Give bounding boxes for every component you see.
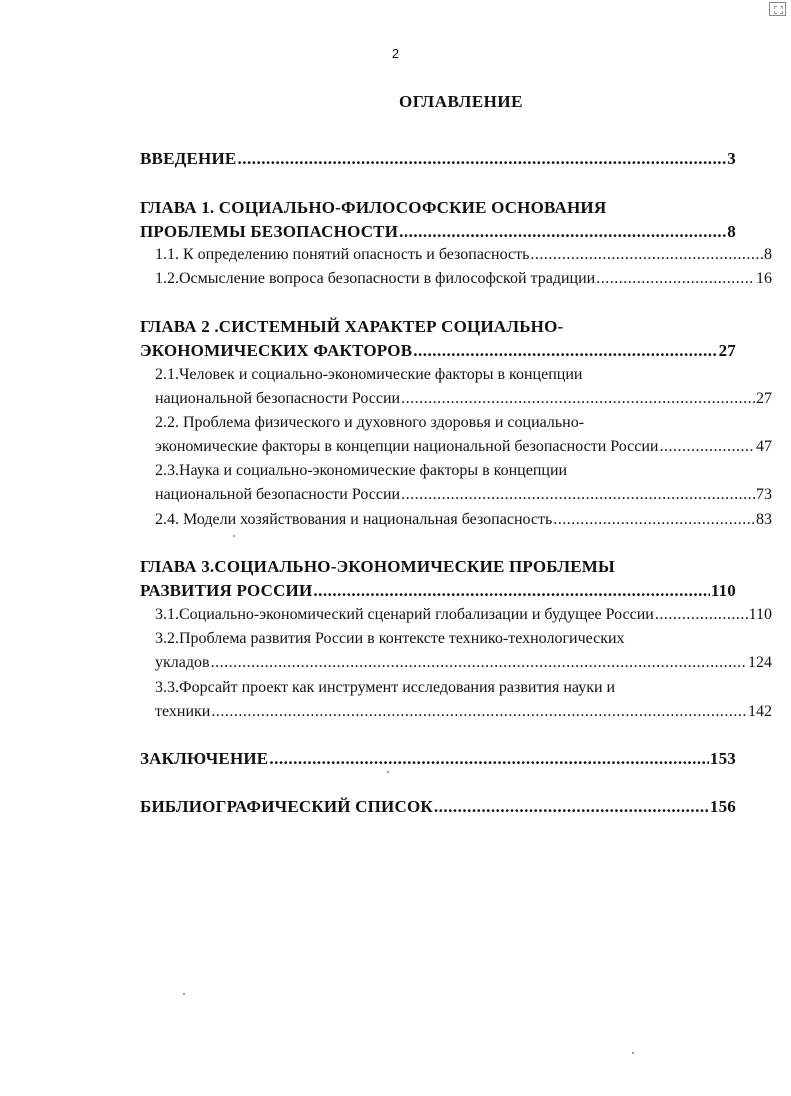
toc-page-number: 3 xyxy=(727,149,736,168)
toc-chapter2-title-line1: ГЛАВА 2 .СИСТЕМНЫЙ ХАРАКТЕР СОЦИАЛЬНО- xyxy=(140,317,564,336)
toc-entry-intro[interactable] xyxy=(140,148,736,170)
toc-entry-text: ЗАКЛЮЧЕНИЕ xyxy=(140,749,269,768)
dot-leader xyxy=(401,484,755,506)
toc-page-number: 8 xyxy=(727,222,736,241)
toc-page-number: 156 xyxy=(709,797,736,816)
toc-section-2-2-line1: 2.2. Проблема физического и духовного здоровья и социально- xyxy=(155,414,585,431)
toc-entry-section-3-3[interactable] xyxy=(155,701,772,723)
dot-leader xyxy=(655,604,748,626)
toc-entry-text: БИБЛИОГРАФИЧЕСКИЙ СПИСОК xyxy=(140,797,433,816)
dot-leader xyxy=(211,652,747,674)
toc-section-2-1-line1: 2.1.Человек и социально-экономические факторы в концепции xyxy=(155,366,583,383)
toc-page-number: 83 xyxy=(756,511,772,528)
toc-page-number: 27 xyxy=(718,341,736,360)
toc-entry-section-1-2[interactable] xyxy=(155,268,772,290)
toc-entry-text: 1.2.Осмысление вопроса безопасности в философской традиции xyxy=(155,270,596,287)
toc-entry-text: ЭКОНОМИЧЕСКИХ ФАКТОРОВ xyxy=(140,341,413,360)
toc-section-3-3-line1: 3.3.Форсайт проект как инструмент исследования развития науки и xyxy=(155,679,616,696)
toc-entry-section-2-1[interactable] xyxy=(155,388,772,410)
scan-speck xyxy=(233,535,235,537)
toc-entry-text: 2.4. Модели хозяйствования и национальная безопасность xyxy=(155,511,553,528)
toc-title: ОГЛАВЛЕНИЕ xyxy=(399,92,523,111)
toc-entry-section-2-2[interactable] xyxy=(155,436,772,458)
toc-entry-section-3-1[interactable] xyxy=(155,604,772,626)
dot-leader xyxy=(659,436,755,458)
dot-leader xyxy=(596,268,755,290)
scan-speck xyxy=(387,771,389,773)
dot-leader xyxy=(237,148,726,170)
toc-page-number: 110 xyxy=(710,581,736,600)
scan-corner-mark xyxy=(769,2,786,16)
toc-entry-bibliography[interactable] xyxy=(140,796,736,818)
toc-page-number: 16 xyxy=(756,270,772,287)
toc-entry-section-2-4[interactable] xyxy=(155,509,772,531)
toc-chapter3-title-line1: ГЛАВА 3.СОЦИАЛЬНО-ЭКОНОМИЧЕСКИЕ ПРОБЛЕМЫ xyxy=(140,557,615,576)
toc-entry-text: национальной безопасности России xyxy=(155,486,401,503)
toc-section-3-2-line1: 3.2.Проблема развития России в контексте технико-технологических xyxy=(155,630,625,647)
toc-entry-text: экономические факторы в концепции национальной безопасности России xyxy=(155,438,659,455)
dot-leader xyxy=(553,509,755,531)
toc-entry-text: ВВЕДЕНИЕ xyxy=(140,149,237,168)
toc-entry-text: РАЗВИТИЯ РОССИИ xyxy=(140,581,313,600)
dot-leader xyxy=(313,580,709,602)
toc-chapter1-title-line1: ГЛАВА 1. СОЦИАЛЬНО-ФИЛОСОФСКИЕ ОСНОВАНИЯ xyxy=(140,198,607,217)
dot-leader xyxy=(401,388,755,410)
toc-page-number: 153 xyxy=(709,749,736,768)
toc-section-2-3-line1: 2.3.Наука и социально-экономические факторы в концепции xyxy=(155,462,568,479)
toc-page-number: 124 xyxy=(748,654,772,671)
page-number: 2 xyxy=(391,46,400,61)
dot-leader xyxy=(530,244,763,266)
toc-page-number: 27 xyxy=(756,390,772,407)
toc-entry-section-2-3[interactable] xyxy=(155,484,772,506)
toc-entry-text: техники xyxy=(155,703,211,720)
toc-page-number: 47 xyxy=(756,438,772,455)
toc-page-number: 142 xyxy=(748,703,772,720)
toc-entry-section-1-1[interactable] xyxy=(155,244,772,266)
scan-speck xyxy=(183,993,185,995)
dot-leader xyxy=(211,701,747,723)
toc-page-number: 73 xyxy=(756,486,772,503)
toc-page-number: 8 xyxy=(764,246,772,263)
dot-leader xyxy=(413,340,717,362)
toc-entry-text: национальной безопасности России xyxy=(155,390,401,407)
toc-entry-text: 3.1.Социально-экономический сценарий глобализации и будущее России xyxy=(155,606,654,623)
dot-leader xyxy=(434,796,709,818)
toc-page-number: 110 xyxy=(748,606,772,623)
toc-entry-conclusion[interactable] xyxy=(140,748,736,770)
toc-entry-text: укладов xyxy=(155,654,210,671)
toc-entry-section-3-2[interactable] xyxy=(155,652,772,674)
dot-leader xyxy=(269,748,709,770)
dot-leader xyxy=(399,221,726,243)
scan-speck xyxy=(632,1052,634,1054)
toc-entry-text: 1.1. К определению понятий опасность и безопасность xyxy=(155,246,530,263)
toc-entry-chapter3[interactable] xyxy=(140,580,736,602)
toc-entry-chapter1[interactable] xyxy=(140,221,736,243)
toc-entry-text: ПРОБЛЕМЫ БЕЗОПАСНОСТИ xyxy=(140,222,399,241)
toc-entry-chapter2[interactable] xyxy=(140,340,736,362)
